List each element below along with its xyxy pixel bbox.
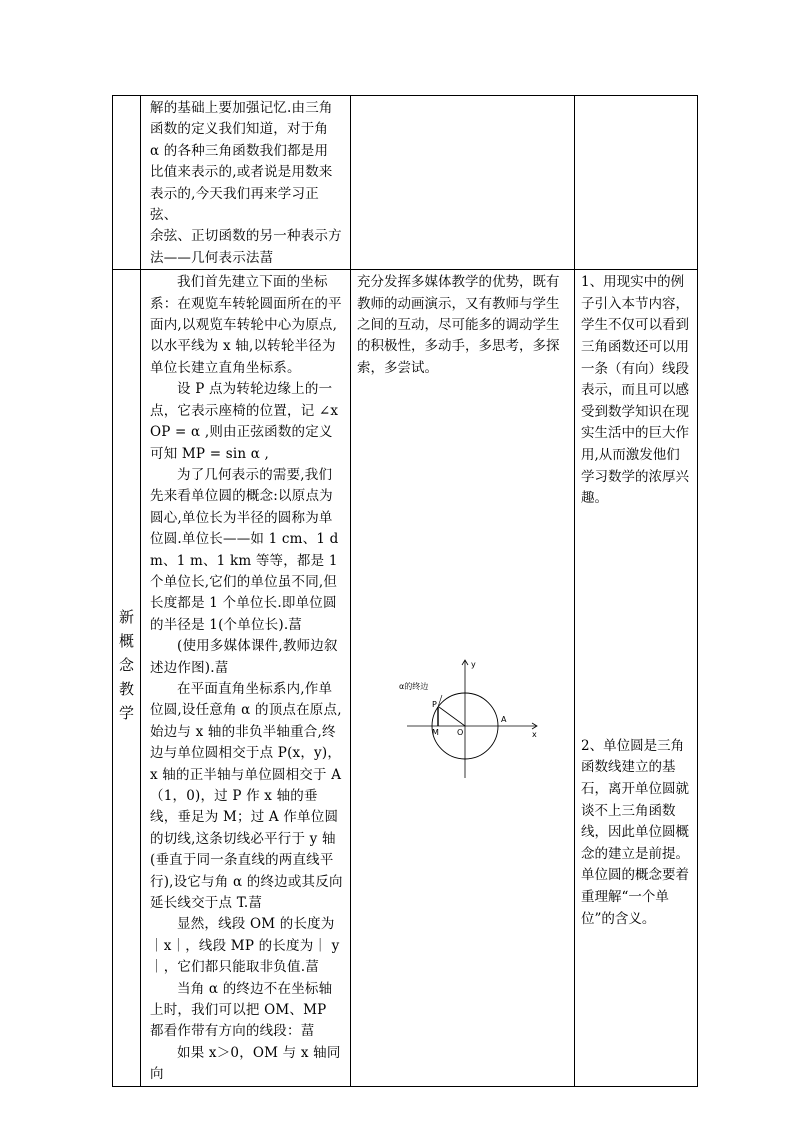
text-line: α 的各种三角函数我们都是用 xyxy=(150,142,329,159)
terminal-side xyxy=(439,707,465,726)
paragraph: 显然，线段 OM 的长度为｜x｜，线段 MP 的长度为｜ y｜，它们都只能取非负值.葍 xyxy=(150,916,340,976)
paragraph: 在平面直角坐标系内,作单位圆,设任意角 α 的顶点在原点,始边与 x 轴的非负半轴重合,终边与单位圆相交于点 P(x，y)，x 轴的正半轴与单位圆相交于 A（1，0)，过 P 作 x 轴的垂线，垂足为 M；过 A 作单位圆的切线,这条切线必平行于 y 轴(垂直于同一条直线的两直线平行),设它与角 α 的终边或其反向延长线交于点 T.葍 xyxy=(150,680,343,912)
section-char: 新 xyxy=(118,608,134,627)
paragraph: 当角 α 的终边不在坐标轴上时，我们可以把 OM、MP 都看作带有方向的线段：葍 xyxy=(150,980,333,1040)
terminal-side-label: α的终边 xyxy=(399,682,429,691)
method-cell-empty xyxy=(351,96,575,270)
method-text: 充分发挥多媒体教学的优势，既有教师的动画演示，又有教师与学生之间的互动，尽可能多的调动学生的积极性，多动手，多思考，多探索，多尝试。 xyxy=(357,274,560,376)
paragraph: 为了几何表示的需要,我们先来看单位圆的概念:以原点为圆心,单位长为半径的圆称为单位圆.单位长——如 1 cm、1 dm、1 m、1 km 等等，都是 1 个单位长,它们的单位虽不同,但长度都是 1 个单位长.即单位圆的半径是 1(个单位长).葍 xyxy=(150,466,339,633)
paragraph: 我们首先建立下面的坐标系：在观览车转轮圆面所在的平面内,以观览车转轮中心为原点,以水平线为 x 轴,以转轮半径为单位长建立直角坐标系。 xyxy=(150,274,342,376)
intro-text xyxy=(141,96,350,269)
paragraph: (使用多媒体课件,教师边叙述边作图).葍 xyxy=(150,638,338,676)
text-line: 比值来表示的,或者说是用数来 xyxy=(150,164,333,181)
section-char: 学 xyxy=(118,704,134,723)
intent-notes xyxy=(575,270,697,930)
lesson-body xyxy=(141,270,350,1085)
section-cell-empty xyxy=(113,96,141,270)
section-cell xyxy=(113,270,141,1086)
unit-circle-figure xyxy=(395,657,545,782)
lesson-table xyxy=(112,95,698,1087)
content-cell xyxy=(141,270,351,1086)
text-line: 解的基础上要加强记忆.由三角 xyxy=(150,100,333,116)
label-pointer xyxy=(438,695,442,707)
paragraph: 如果 x＞0，OM 与 x 轴同向 xyxy=(150,1044,341,1083)
section-label xyxy=(113,605,140,725)
origin-label: O xyxy=(457,728,464,737)
text-line: 表示的,今天我们再来学习正弦、 xyxy=(150,185,319,224)
unit-circle-diagram xyxy=(395,657,545,782)
section-char: 概 xyxy=(118,632,134,651)
intent-cell-empty xyxy=(575,96,698,270)
text-line: 法——几何表示法葍 xyxy=(150,249,274,266)
section-char: 教 xyxy=(118,680,134,699)
section-char: 念 xyxy=(118,656,134,675)
y-axis-label: y xyxy=(471,660,476,669)
text-line: 余弦、正切函数的另一种表示方 xyxy=(150,228,342,245)
intent-note-1: 1、用现实中的例子引入本节内容，学生不仅可以看到三角函数还可以用一条（有向）线段表示，而且可以感受到数学知识在现实生活中的巨大作用,从而激发他们学习数学的浓厚兴趣。 xyxy=(581,274,689,507)
table-row xyxy=(113,96,698,270)
point-m-label: M xyxy=(432,728,439,737)
intent-cell xyxy=(575,270,698,1086)
text-line: 函数的定义我们知道，对于角 xyxy=(150,121,329,138)
x-axis-label: x xyxy=(532,730,537,739)
content-cell xyxy=(141,96,351,270)
point-a-label: A xyxy=(501,715,507,724)
paragraph: 设 P 点为转轮边缘上的一点，它表示座椅的位置，记 ∠xOP = α ,则由正弦函数的定义可知 MP = sin α , xyxy=(150,381,339,462)
point-p-label: P xyxy=(432,700,437,709)
intent-note-2: 2、单位圆是三角函数线建立的基石，离开单位圆就谈不上三角函数线，因此单位圆概念的建立是前提。单位圆的概念要着重理解“一个单位”的含义。 xyxy=(581,737,689,927)
